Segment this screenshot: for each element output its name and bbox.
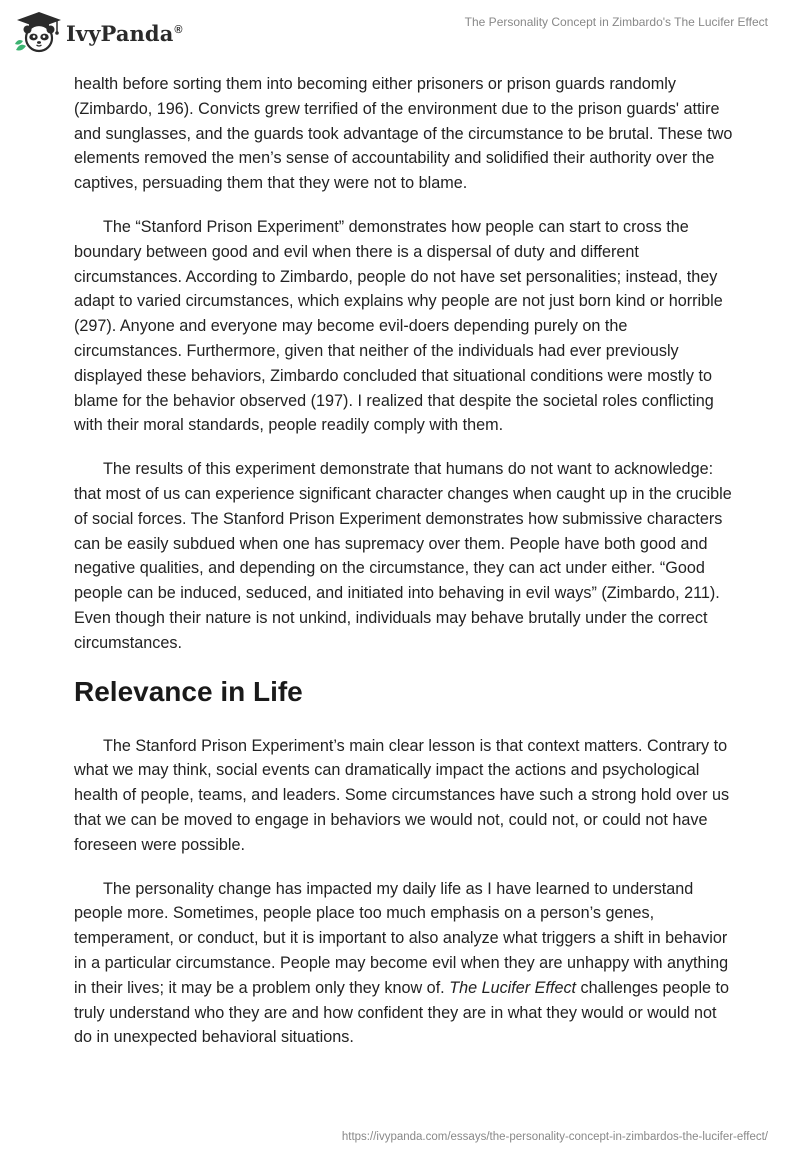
- essay-body: [74, 72, 734, 1069]
- page-header: [0, 0, 800, 66]
- paragraph: The Stanford Prison Experiment’s main clear lesson is that context matters. Contrary to what we may think, social events can dramatically impact the actions and psychological health of people, teams, and leaders. Some circumstances have such a strong hold over us that we can be moved to engage in behaviors we would not, could not, or could not have foreseen were possible.: [74, 736, 730, 854]
- paragraph-text: The personality change has impacted my daily life as I have learned to understand people more. Sometimes, people place too much emphasis on a person’s genes, temperament, or conduct, but it is important to also analyze what triggers a shift in behavior in a particular circumstance. People may become evil when they are unhappy with anything in their lives; it may be a problem only they know of.: [74, 879, 729, 997]
- paragraph: The “Stanford Prison Experiment” demonstrates how people can start to cross the boundary between good and evil when there is a dispersal of duty and different circumstances. According to Zimbardo, people do not have set personalities; instead, they adapt to varied circumstances, which explains why people are not just born kind or horrible (297). Anyone and everyone may become evil-doers depending purely on the circumstances. Furthermore, given that neither of the individuals had ever previously displayed these behaviors, Zimbardo concluded that situational conditions were mostly to blame for the behavior observed (197). I realized that despite the societal roles conflicting with their moral standards, people readily comply with them.: [74, 217, 723, 435]
- source-url[interactable]: https://ivypanda.com/essays/the-personality-concept-in-zimbardos-the-lucifer-effect/: [341, 1131, 768, 1143]
- paragraph: The results of this experiment demonstrate that humans do not want to acknowledge: that most of us can experience significant character changes when caught up in the crucible of social forces. The Stanford Prison Experiment demonstrates how submissive characters can be easily subdued when one has supremacy over them. People have both good and negative qualities, and depending on the circumstance, they can act under either. “Good people can be induced, seduced, and initiated into behaving in evil ways” (Zimbardo, 211). Even though their nature is not unkind, individuals may behave brutally under the correct circumstances.: [74, 460, 732, 652]
- document-title: The Personality Concept in Zimbardo's The Lucifer Effect: [464, 15, 768, 29]
- paragraph: health before sorting them into becoming either prisoners or prison guards randomly (Zimbardo, 196). Convicts grew terrified of the environment due to the prison guards' attire and sunglasses, and the guards took advantage of the circumstance to be brutal. These two elements removed the men’s sense of accountability and solidified their authority over the captives, persuading them that they were not to blame.: [74, 75, 733, 193]
- ivypanda-logo[interactable]: [14, 10, 183, 54]
- paragraph-text: challenges people to truly understand who they are and how confident they are in what they would or would not do in unexpected behavioral situations.: [74, 978, 730, 1047]
- section-heading: Relevance in Life: [74, 675, 303, 707]
- brand-name: IvyPanda®: [66, 20, 183, 46]
- panda-graduate-icon: [14, 10, 64, 54]
- paragraph: [74, 877, 734, 1051]
- book-title: The Lucifer Effect: [449, 978, 577, 997]
